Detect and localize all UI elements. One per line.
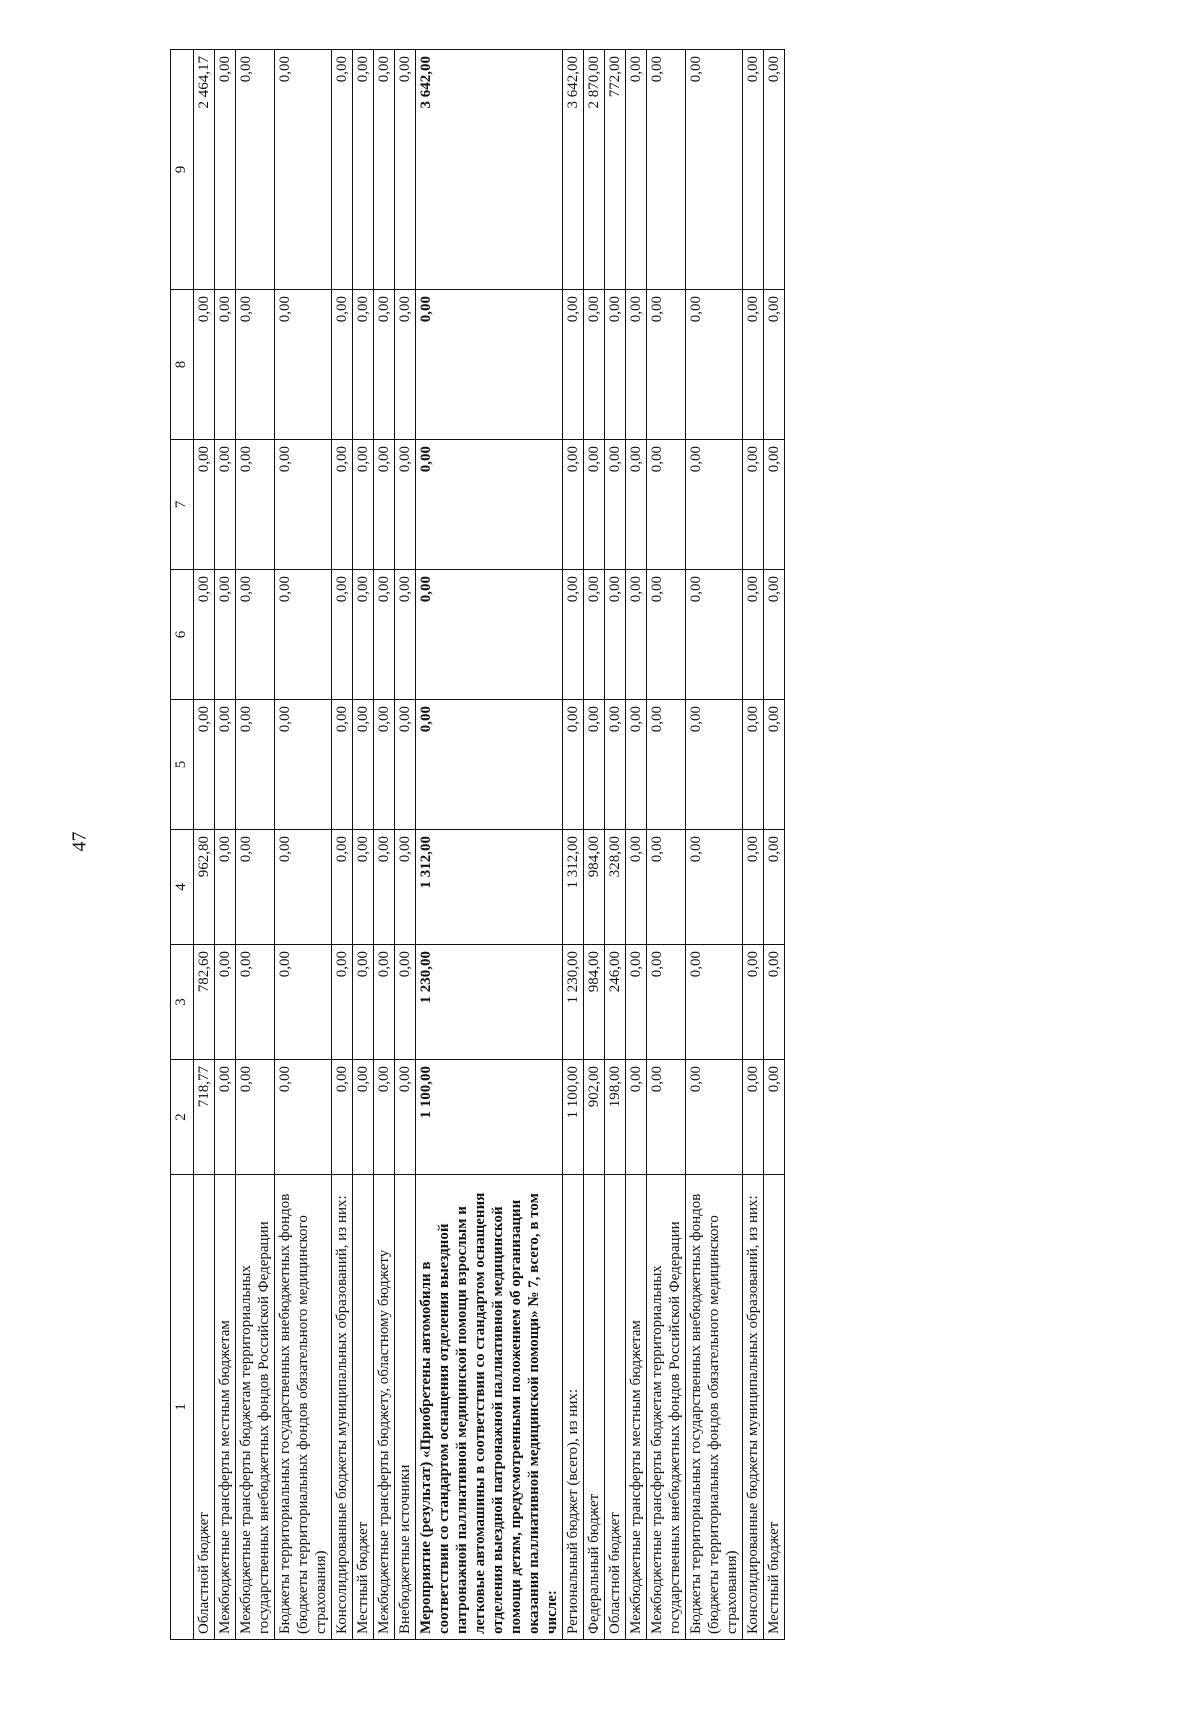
table-cell: 0,00 — [275, 945, 332, 1060]
table-cell: 0,00 — [332, 1060, 353, 1175]
table-cell: 0,00 — [374, 700, 395, 830]
table-cell: 0,00 — [743, 570, 764, 700]
row-label: Федеральный бюджет — [584, 1175, 605, 1640]
table-cell: 246,00 — [605, 945, 626, 1060]
row-label: Местный бюджет — [353, 1175, 374, 1640]
table-cell: 328,00 — [605, 830, 626, 945]
table-cell: 0,00 — [194, 570, 215, 700]
table-cell: 0,00 — [647, 1060, 686, 1175]
table-cell: 0,00 — [563, 570, 584, 700]
row-label: Бюджеты территориальных государственных внебюджетных фондов (бюджеты территориальных фондов обязательного медицинского страхования) — [686, 1175, 743, 1640]
table-cell: 0,00 — [626, 570, 647, 700]
table-cell: 0,00 — [686, 50, 743, 290]
table-cell: 0,00 — [647, 945, 686, 1060]
column-header: 4 — [171, 830, 194, 945]
table-cell: 0,00 — [236, 570, 275, 700]
table-cell: 902,00 — [584, 1060, 605, 1175]
table-row — [563, 50, 584, 1640]
table-cell: 0,00 — [626, 440, 647, 570]
table-cell: 0,00 — [395, 700, 416, 830]
table-cell: 0,00 — [647, 830, 686, 945]
table-cell: 0,00 — [764, 570, 785, 700]
table-cell: 0,00 — [236, 945, 275, 1060]
table-cell: 0,00 — [275, 50, 332, 290]
table-cell: 0,00 — [395, 1060, 416, 1175]
table-cell: 0,00 — [215, 290, 236, 440]
column-header: 3 — [171, 945, 194, 1060]
table-cell: 1 100,00 — [563, 1060, 584, 1175]
row-label: Местный бюджет — [764, 1175, 785, 1640]
table-cell: 0,00 — [743, 50, 764, 290]
table-cell: 0,00 — [764, 50, 785, 290]
table-cell: 0,00 — [764, 440, 785, 570]
table-row — [194, 50, 215, 1640]
table-cell: 0,00 — [764, 1060, 785, 1175]
table-row — [686, 50, 743, 1640]
table-cell: 0,00 — [605, 290, 626, 440]
table-cell: 3 642,00 — [416, 50, 563, 290]
table-row — [353, 50, 374, 1640]
table-cell: 0,00 — [563, 700, 584, 830]
table-cell: 0,00 — [605, 440, 626, 570]
row-label: Региональный бюджет (всего), из них: — [563, 1175, 584, 1640]
table-cell: 718,77 — [194, 1060, 215, 1175]
column-header: 6 — [171, 570, 194, 700]
table-cell: 0,00 — [332, 50, 353, 290]
table-cell: 0,00 — [353, 570, 374, 700]
table-cell: 0,00 — [332, 290, 353, 440]
table-cell: 0,00 — [764, 830, 785, 945]
table-cell: 1 312,00 — [416, 830, 563, 945]
table-cell: 0,00 — [215, 945, 236, 1060]
table-cell: 0,00 — [416, 290, 563, 440]
row-label: Областной бюджет — [605, 1175, 626, 1640]
column-header: 7 — [171, 440, 194, 570]
table-cell: 0,00 — [215, 50, 236, 290]
table-cell: 0,00 — [764, 945, 785, 1060]
table-cell: 0,00 — [374, 440, 395, 570]
row-label: Мероприятие (результат) «Приобретены автомобили в соответствии со стандартом оснащения отделения выездной патронажной паллиативной медицинской помощи взрослым и легковые автомашины в соответствии со стандартом оснащения отделения выездной патронажной паллиативной медицинской помощи детям, предусмотренными положением об организации оказания паллиативной медицинской помощи» № 7, всего, в том числе: — [416, 1175, 563, 1640]
row-label: Областной бюджет — [194, 1175, 215, 1640]
table-cell: 0,00 — [395, 290, 416, 440]
table-cell: 0,00 — [626, 1060, 647, 1175]
header-row — [171, 50, 194, 1640]
table-cell: 0,00 — [236, 50, 275, 290]
table-cell: 0,00 — [626, 50, 647, 290]
table-cell: 0,00 — [764, 700, 785, 830]
table-cell: 0,00 — [584, 700, 605, 830]
table-cell: 2 870,00 — [584, 50, 605, 290]
table-cell: 0,00 — [584, 290, 605, 440]
table-cell: 0,00 — [563, 290, 584, 440]
table-cell: 0,00 — [374, 830, 395, 945]
table-cell: 984,00 — [584, 945, 605, 1060]
table-cell: 772,00 — [605, 50, 626, 290]
table-cell: 0,00 — [686, 700, 743, 830]
table-cell: 0,00 — [416, 570, 563, 700]
table-cell: 0,00 — [215, 440, 236, 570]
row-label: Межбюджетные трансферты бюджетам территориальных государственных внебюджетных фондов Российской Федерации — [236, 1175, 275, 1640]
row-label: Межбюджетные трансферты местным бюджетам — [626, 1175, 647, 1640]
table-cell: 782,60 — [194, 945, 215, 1060]
table-row — [626, 50, 647, 1640]
table-cell: 0,00 — [686, 440, 743, 570]
table-cell: 0,00 — [353, 945, 374, 1060]
table-cell: 0,00 — [353, 830, 374, 945]
table-row — [647, 50, 686, 1640]
table-cell: 0,00 — [332, 700, 353, 830]
row-label: Консолидированные бюджеты муниципальных образований, из них: — [332, 1175, 353, 1640]
table-cell: 0,00 — [743, 945, 764, 1060]
table-cell: 0,00 — [647, 570, 686, 700]
table-cell: 0,00 — [395, 945, 416, 1060]
table-cell: 0,00 — [647, 440, 686, 570]
table-cell: 0,00 — [416, 440, 563, 570]
column-header: 8 — [171, 290, 194, 440]
row-label: Межбюджетные трансферты бюджетам территориальных государственных внебюджетных фондов Российской Федерации — [647, 1175, 686, 1640]
table-cell: 0,00 — [353, 50, 374, 290]
table-cell: 0,00 — [395, 570, 416, 700]
table-row — [395, 50, 416, 1640]
table-cell: 1 230,00 — [416, 945, 563, 1060]
table-cell: 0,00 — [563, 440, 584, 570]
table-cell: 0,00 — [626, 830, 647, 945]
table-cell: 0,00 — [647, 700, 686, 830]
table-cell: 0,00 — [743, 830, 764, 945]
table-cell: 0,00 — [194, 440, 215, 570]
table-cell: 0,00 — [353, 440, 374, 570]
table-cell: 0,00 — [236, 440, 275, 570]
table-cell: 0,00 — [743, 440, 764, 570]
table-cell: 0,00 — [686, 1060, 743, 1175]
table-cell: 0,00 — [236, 290, 275, 440]
table-cell: 0,00 — [236, 830, 275, 945]
table-cell: 0,00 — [275, 290, 332, 440]
column-header: 5 — [171, 700, 194, 830]
table-cell: 0,00 — [332, 570, 353, 700]
budget-table — [170, 49, 785, 1640]
table-row — [743, 50, 764, 1640]
table-cell: 0,00 — [374, 570, 395, 700]
row-label: Межбюджетные трансферты местным бюджетам — [215, 1175, 236, 1640]
table-cell: 0,00 — [743, 700, 764, 830]
table-cell: 0,00 — [275, 830, 332, 945]
table-row — [332, 50, 353, 1640]
table-cell: 0,00 — [275, 570, 332, 700]
table-cell: 0,00 — [332, 440, 353, 570]
column-header: 9 — [171, 50, 194, 290]
table-cell: 0,00 — [605, 570, 626, 700]
table-cell: 0,00 — [395, 830, 416, 945]
table-cell: 0,00 — [395, 440, 416, 570]
table-cell: 0,00 — [686, 570, 743, 700]
table-cell: 0,00 — [626, 700, 647, 830]
table-cell: 1 230,00 — [563, 945, 584, 1060]
table-cell: 0,00 — [215, 700, 236, 830]
row-label: Межбюджетные трансферты бюджету, областному бюджету — [374, 1175, 395, 1640]
table-cell: 0,00 — [275, 700, 332, 830]
table-row — [275, 50, 332, 1640]
table-cell: 0,00 — [374, 50, 395, 290]
table-row — [764, 50, 785, 1640]
table-cell: 962,80 — [194, 830, 215, 945]
table-cell: 0,00 — [215, 570, 236, 700]
row-label: Бюджеты территориальных государственных внебюджетных фондов (бюджеты территориальных фондов обязательного медицинского страхования) — [275, 1175, 332, 1640]
table-cell: 0,00 — [647, 50, 686, 290]
table-cell: 2 464,17 — [194, 50, 215, 290]
table-cell: 0,00 — [275, 1060, 332, 1175]
table-cell: 0,00 — [236, 1060, 275, 1175]
table-cell: 0,00 — [374, 1060, 395, 1175]
table-cell: 0,00 — [605, 700, 626, 830]
table-cell: 0,00 — [215, 830, 236, 945]
table-cell: 0,00 — [353, 290, 374, 440]
table-cell: 0,00 — [584, 570, 605, 700]
table-cell: 0,00 — [686, 830, 743, 945]
table-cell: 0,00 — [374, 290, 395, 440]
budget-table-container — [170, 50, 1020, 1640]
table-cell: 0,00 — [764, 290, 785, 440]
page-number: 47 — [68, 831, 91, 852]
table-cell: 0,00 — [743, 1060, 764, 1175]
column-header: 2 — [171, 1060, 194, 1175]
table-row — [215, 50, 236, 1640]
table-cell: 0,00 — [686, 290, 743, 440]
table-cell: 0,00 — [686, 945, 743, 1060]
table-cell: 0,00 — [647, 290, 686, 440]
table-cell: 0,00 — [353, 700, 374, 830]
table-row — [416, 50, 563, 1640]
table-cell: 984,00 — [584, 830, 605, 945]
table-cell: 0,00 — [275, 440, 332, 570]
table-cell: 1 312,00 — [563, 830, 584, 945]
table-cell: 0,00 — [416, 700, 563, 830]
table-cell: 0,00 — [395, 50, 416, 290]
table-cell: 0,00 — [236, 700, 275, 830]
table-cell: 0,00 — [626, 945, 647, 1060]
table-row — [605, 50, 626, 1640]
table-row — [374, 50, 395, 1640]
table-cell: 0,00 — [353, 1060, 374, 1175]
table-row — [584, 50, 605, 1640]
table-cell: 1 100,00 — [416, 1060, 563, 1175]
table-cell: 198,00 — [605, 1060, 626, 1175]
table-row — [236, 50, 275, 1640]
table-cell: 0,00 — [374, 945, 395, 1060]
table-cell: 0,00 — [194, 290, 215, 440]
table-cell: 0,00 — [332, 830, 353, 945]
table-cell: 0,00 — [332, 945, 353, 1060]
row-label: Консолидированные бюджеты муниципальных образований, из них: — [743, 1175, 764, 1640]
column-header: 1 — [171, 1175, 194, 1640]
table-cell: 3 642,00 — [563, 50, 584, 290]
table-cell: 0,00 — [626, 290, 647, 440]
row-label: Внебюджетные источники — [395, 1175, 416, 1640]
table-cell: 0,00 — [194, 700, 215, 830]
table-cell: 0,00 — [584, 440, 605, 570]
table-cell: 0,00 — [215, 1060, 236, 1175]
table-cell: 0,00 — [743, 290, 764, 440]
